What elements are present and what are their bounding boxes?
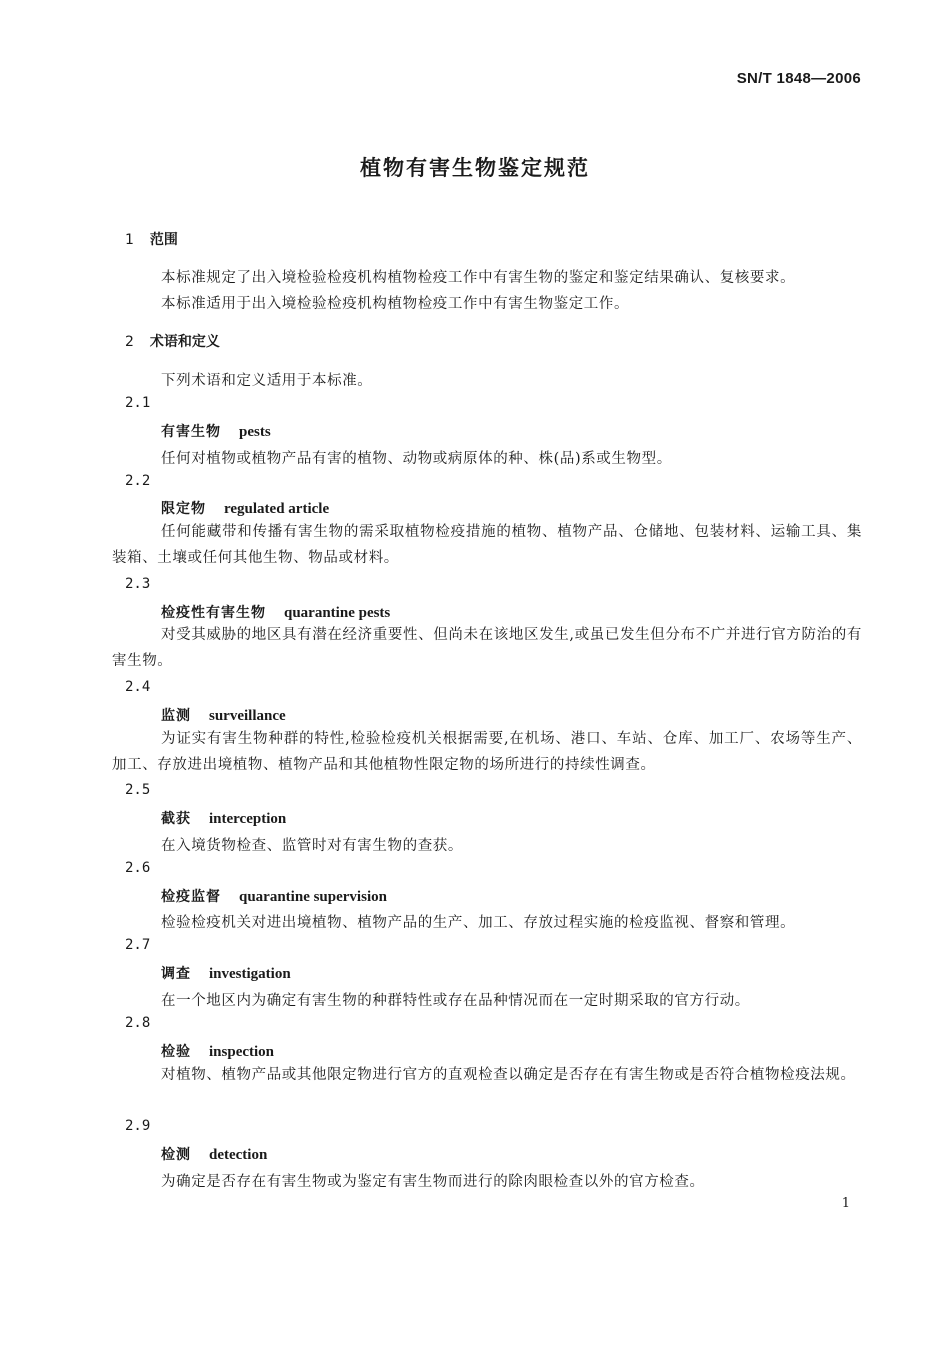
clause-number: 2.6 bbox=[125, 860, 151, 876]
scope-paragraph-1: 本标准规定了出入境检验检疫机构植物检疫工作中有害生物的鉴定和鉴定结果确认、复核要求。 bbox=[161, 270, 796, 286]
section-heading-terms bbox=[125, 331, 220, 351]
clause-number: 2.2 bbox=[125, 473, 151, 489]
term-definition: 任何能藏带和传播有害生物的需采取植物检疫措施的植物、植物产品、仓储地、包装材料、运输工具、集装箱、土壤或任何其他生物、物品或材料。 bbox=[112, 524, 862, 566]
term-zh: 检验 bbox=[161, 1044, 191, 1060]
clause-number: 2.9 bbox=[125, 1118, 151, 1134]
clause-number: 2.4 bbox=[125, 679, 151, 695]
section-heading-scope bbox=[125, 229, 178, 249]
section-number: 1 bbox=[125, 232, 134, 248]
section-title: 范围 bbox=[149, 232, 178, 248]
term-en: inspection bbox=[209, 1044, 275, 1060]
term-zh: 截获 bbox=[161, 811, 191, 827]
term-definition: 对受其威胁的地区具有潜在经济重要性、但尚未在该地区发生,或虽已发生但分布不广并进行官方防治的有害生物。 bbox=[112, 627, 862, 669]
page-number: 1 bbox=[841, 1196, 850, 1211]
term-heading bbox=[161, 602, 390, 622]
term-definition: 为确定是否存在有害生物或为鉴定有害生物而进行的除肉眼检查以外的官方检查。 bbox=[161, 1174, 705, 1190]
term-en: detection bbox=[209, 1147, 268, 1163]
section-number: 2 bbox=[125, 334, 134, 350]
term-definition: 检验检疫机关对进出境植物、植物产品的生产、加工、存放过程实施的检疫监视、督察和管理。 bbox=[161, 915, 796, 931]
term-en: investigation bbox=[209, 966, 291, 982]
term-zh: 检测 bbox=[161, 1147, 191, 1163]
clause-number: 2.8 bbox=[125, 1015, 151, 1031]
term-zh: 有害生物 bbox=[161, 424, 221, 440]
term-en: quarantine supervision bbox=[239, 889, 387, 905]
term-en: regulated article bbox=[224, 501, 330, 517]
term-definition: 对植物、植物产品或其他限定物进行官方的直观检查以确定是否存在有害生物或是否符合植物检疫法规。 bbox=[161, 1067, 856, 1083]
term-heading bbox=[161, 705, 286, 725]
term-definition: 为证实有害生物种群的特性,检验检疫机关根据需要,在机场、港口、车站、仓库、加工厂、农场等生产、加工、存放进出境植物、植物产品和其他植物性限定物的场所进行的持续性调查。 bbox=[112, 731, 862, 773]
term-en: surveillance bbox=[209, 708, 286, 724]
document-title: 植物有害生物鉴定规范 bbox=[360, 156, 590, 180]
clause-number: 2.3 bbox=[125, 576, 151, 592]
term-zh: 检疫性有害生物 bbox=[161, 605, 266, 621]
standard-code: SN/T 1848—2006 bbox=[736, 70, 861, 87]
term-zh: 调查 bbox=[161, 966, 191, 982]
term-zh: 监测 bbox=[161, 708, 191, 724]
term-en: interception bbox=[209, 811, 287, 827]
term-definition: 在一个地区内为确定有害生物的种群特性或存在品种情况而在一定时期采取的官方行动。 bbox=[161, 993, 750, 1009]
section-title: 术语和定义 bbox=[149, 334, 220, 350]
clause-number: 2.5 bbox=[125, 782, 151, 798]
clause-number: 2.7 bbox=[125, 937, 151, 953]
clause-number: 2.1 bbox=[125, 395, 151, 411]
term-en: pests bbox=[239, 424, 271, 440]
term-heading bbox=[161, 963, 291, 983]
term-heading bbox=[161, 1041, 274, 1061]
term-en: quarantine pests bbox=[284, 605, 391, 621]
term-heading bbox=[161, 1144, 267, 1164]
term-zh: 限定物 bbox=[161, 501, 206, 517]
scope-paragraph-2: 本标准适用于出入境检验检疫机构植物检疫工作中有害生物鉴定工作。 bbox=[161, 296, 630, 312]
term-heading bbox=[161, 421, 271, 441]
term-heading bbox=[161, 498, 329, 518]
term-definition: 在入境货物检查、监管时对有害生物的查获。 bbox=[161, 838, 463, 854]
term-heading bbox=[161, 886, 387, 906]
terms-intro-paragraph: 下列术语和定义适用于本标准。 bbox=[161, 373, 373, 389]
term-heading bbox=[161, 808, 286, 828]
term-definition: 任何对植物或植物产品有害的植物、动物或病原体的种、株(品)系或生物型。 bbox=[161, 451, 672, 467]
term-zh: 检疫监督 bbox=[161, 889, 221, 905]
